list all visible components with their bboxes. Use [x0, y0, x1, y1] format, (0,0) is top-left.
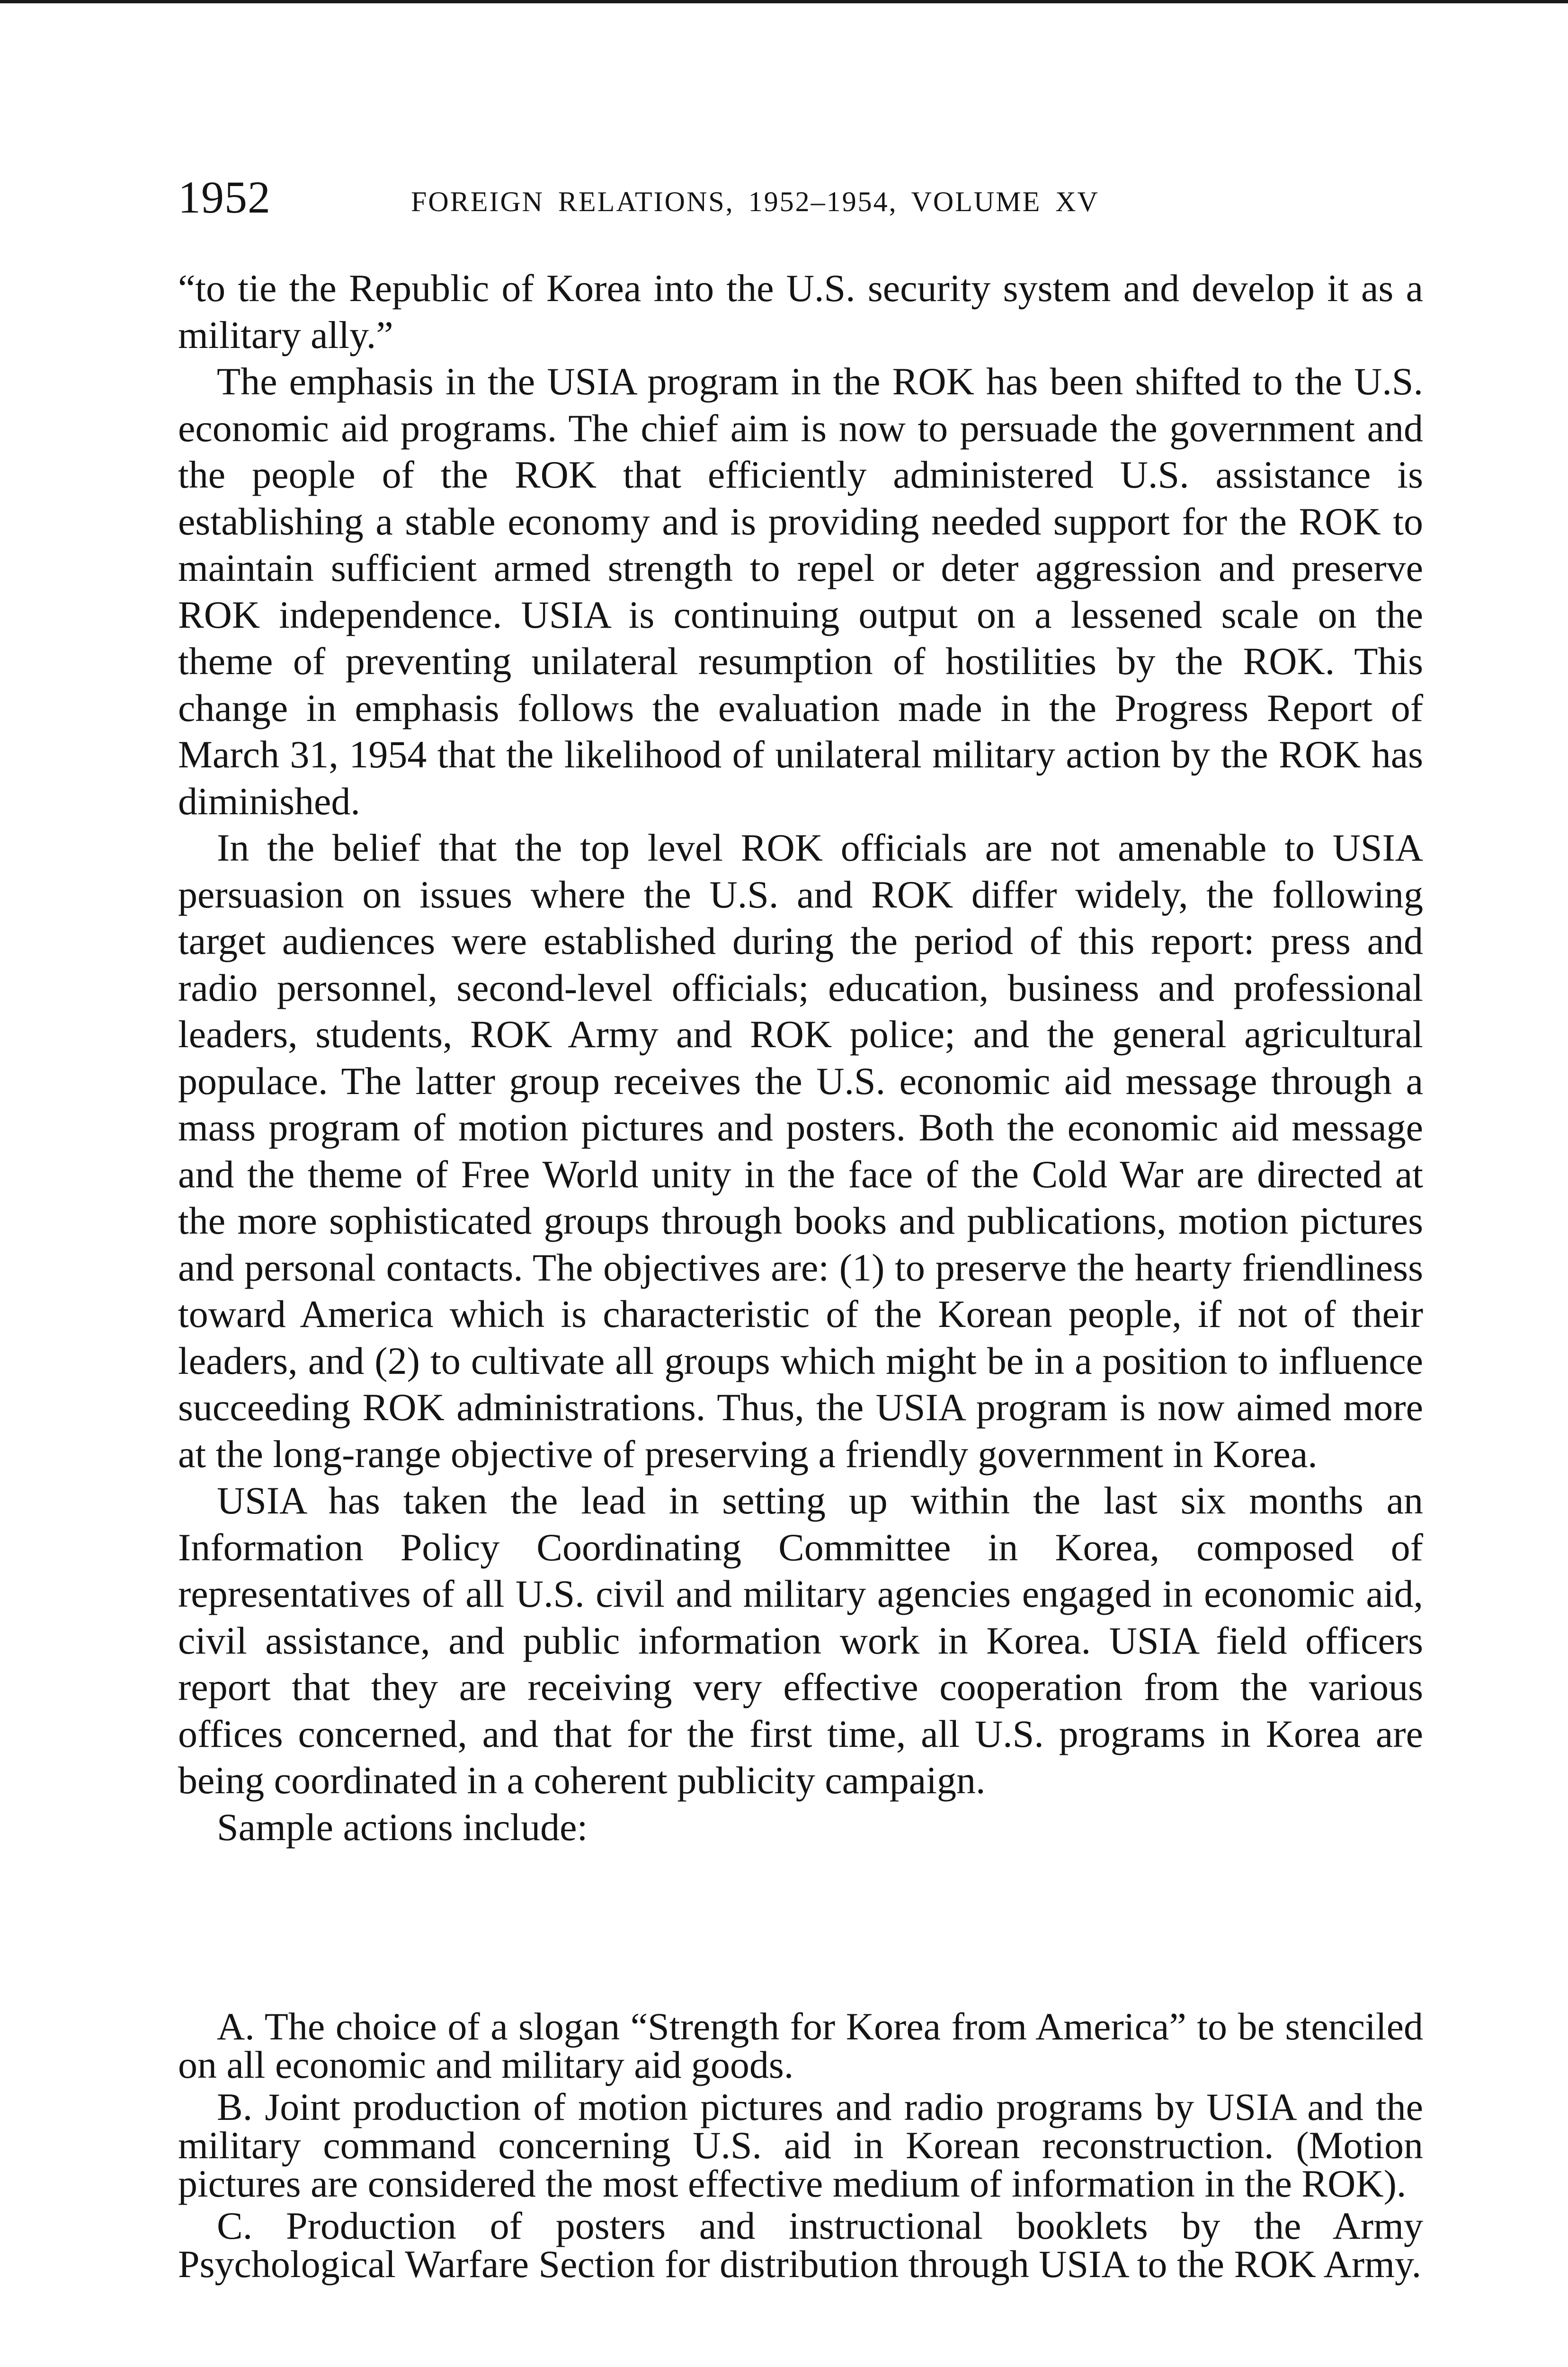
running-head: FOREIGN RELATIONS, 1952–1954, VOLUME XV: [411, 186, 1099, 217]
list-item: C. Production of posters and instructional booklets by the Army Psychological Warfare Section for distribution through USIA to the ROK Army.: [178, 2204, 1423, 2286]
list-item: A. The choice of a slogan “Strength for Korea from America” to be stenciled on all economic and military aid goods.: [178, 2005, 1423, 2086]
sample-actions-list: [178, 2005, 1423, 2286]
body-text: [178, 265, 1423, 1864]
paragraph-usia-emphasis: The emphasis in the USIA program in the ROK has been shifted to the U.S. economic aid programs. The chief aim is now to persuade the government and the people of the ROK that efficiently administered U.S. assistance is establishing a stable economy and is providing needed support for the ROK to maintain sufficient armed strength to repel or deter aggression and preserve ROK independence. USIA is continuing output on a lessened scale on the theme of preventing unilateral resumption of hostilities by the ROK. This change in emphasis follows the evaluation made in the Progress Report of March 31, 1954 that the likelihood of unilateral military action by the ROK has diminished.: [178, 360, 1423, 823]
paragraph-continued: “to tie the Republic of Korea into the U.S. security system and develop it as a military ally.”: [178, 267, 1423, 356]
top-edge-rule: [0, 0, 1568, 3]
list-item: B. Joint production of motion pictures and radio programs by USIA and the military command concerning U.S. aid in Korean reconstruction. (Motion pictures are considered the most effective medium of information in the ROK).: [178, 2085, 1423, 2205]
paragraph-sample-actions-intro: Sample actions include:: [217, 1805, 588, 1849]
page-header: [178, 171, 1423, 223]
paragraph-coordinating-committee: USIA has taken the lead in setting up within the last six months an Information Policy Coordinating Committee in Korea, composed of representatives of all U.S. civil and military agencies engaged in economic aid, civil assistance, and public information work in Korea. USIA field officers report that they are receiving very effective cooperation from the various offices concerned, and that for the first time, all U.S. programs in Korea are being coordinated in a coherent publicity campaign.: [178, 1479, 1423, 1802]
page-number: 1952: [178, 172, 271, 222]
paragraph-target-audiences: In the belief that the top level ROK officials are not amenable to USIA persuasion on issues where the U.S. and ROK differ widely, the following target audiences were established during the period of this report: press and radio personnel, second-level officials; education, business and professional leaders, students, ROK Army and ROK police; and the general agricultural populace. The latter group receives the U.S. economic aid message through a mass program of motion pictures and posters. Both the economic aid message and the theme of Free World unity in the face of the Cold War are directed at the more sophisticated groups through books and publications, motion pictures and personal contacts. The objectives are: (1) to preserve the hearty friendliness toward America which is characteristic of the Korean people, if not of their leaders, and (2) to cultivate all groups which might be in a position to influence succeeding ROK administrations. Thus, the USIA program is now aimed more at the long-range objective of preserving a friendly government in Korea.: [178, 826, 1423, 1476]
